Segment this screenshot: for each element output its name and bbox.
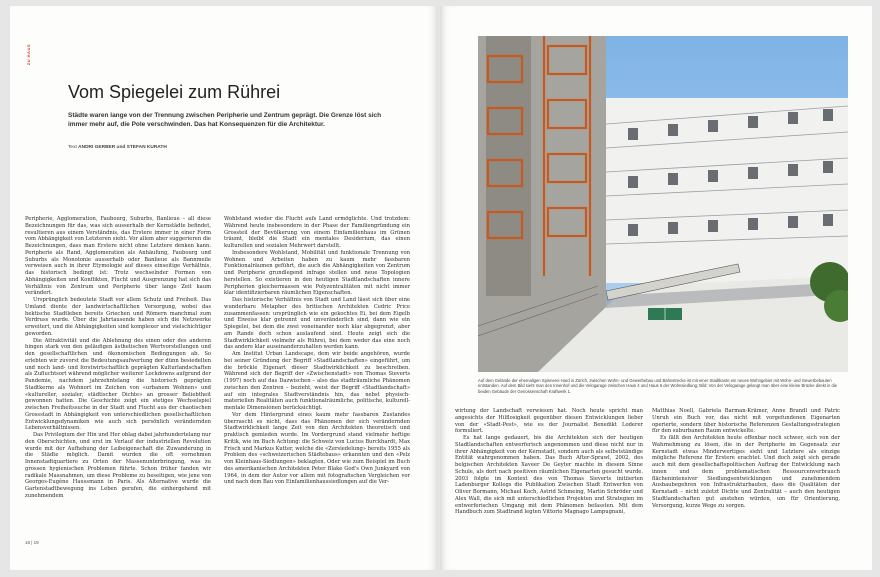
credit-prefix: Text bbox=[68, 145, 77, 150]
paragraph: Vor dem Hintergrund eines kaum mehr fassbaren Zustandes überrascht es nicht, dass das Phänomen der sich verändernden Stadtwirklichkeit lange Zeit von den Architekten theoretisch und praktisch gemieden wurde. Im Vordergrund stand vielmehr heftige Kritik, wie im Buch Achtung: die Schweiz von Lucius Burckhardt, Max Frisch und Markus Kutter, welche die «Zersiedelung» bereits 1955 als Problem des «schweizerischen Städtebaus» erkannten und den «Pelz von Kleinhaus-Siedlungen» beklagten. Oder wie zum Beispiel im Buch des amerikanischen Architekten Peter Blake God's Own Junkyard von 1964, in dem der Autor vor allem mit fotografischen Vergleichen vor und nach dem Bau von Einfamilienhaussiedlungen auf die Ver- bbox=[224, 411, 410, 486]
paragraph: Peripherie, Agglomeration, Faubourg, Suburbs, Banlieue – all diese Bezeichnungen für das, was sich ausserhalb der Kernstädte befindet, resultieren aus einem Verständnis, das Erstere immer in einer Form vom Abhängigkeit von Letzteren sieht. Vor allem aber suggerieren die Bezeichnungen, dass man Erstere nicht ohne Letztere denken kann. Peripherie als Rand, Agglomeration als Anhäufung, Faubourg und Suburbs als Monotonie ausserhalb oder Banlieue als Bannmeile verweisen auch in ihrer Etymologie auf dieses einseitige Verhältnis, das historisch bedingt ist: Trotz wechselnder Formen von Abhängigkeiten und Konflikten, Flucht und Ausgrenzung hat sich das Verhältnis von Zentrum und Peripherie über lange Zeit kaum verändert. bbox=[25, 216, 211, 297]
section-rubric: ZU HAUS bbox=[26, 44, 31, 66]
left-page bbox=[10, 6, 438, 570]
building-illustration bbox=[478, 36, 848, 372]
paragraph: Das Privilegium der Hin und Her oblag dabei jahrhundertelang nur den Oberschichten, und erst im Verlauf der industriellen Revolution wurde mit der Aufhebung der Leibeigenschaft die Zuwanderung in die Städte möglich. Damit wurden die oft vornehmen Innenstadtquartiere zu Orten der Massenunterbringung, was zu grossen hygienischen Problemen führte. Schon früher fanden wir radikale Massnahmen, um diese Probleme zu beseitigen, wie jene von Georges-Eugène Haussmann in Paris. Als Alternative wurde die Gartenstadtbewegung ins Leben gerufen, die einhergehend mit zunehmendem bbox=[25, 432, 211, 499]
paragraph: Wohlstand wieder die Flucht aufs Land ermöglichte. Und trotzdem: Während heute insbesondere in der Phase der Familiengründung ein Grossteil der Bevölkerung von einem Einfamilienhaus im Grünen träumt, bleibt die Stadt ein mentales Desiderium, das einen kulturellen und sozialen Mehrwert darstellt. bbox=[224, 216, 410, 249]
paragraph: Die Attraktivität und die Ablehnung des einen oder des anderen hingen stark von den geläufigen ästhetischen Wertvorstellungen und den gesellschaftlichen und ökonomischen Bedingungen ab. So erlebten wir zuvorst die Bedeutungsaufwertung der dünn besiedelten und noch land- und forstwirtschaftlich geprägten Kulturlandschaften als Zufluchtsort während möglicher weiterer Lockdowns aufgrund der Pandemie, nachdem jahrzehntelang die historisch geprägten Stadtkerne als Wohnort im Zeichen von «urbanem Wohnen» und «kultureller, sozialer, städtischer Dichte» an grosser Beliebtheit gewonnen hatten. Die Geschichte zeigt ein stetiges Wechselspiel zwischen Freiheitssuche in der Stadt und Flucht aus der chaotischen Grossstadt in Abhängigkeit von unterschiedlichen gesellschaftlichen Entwicklungsdynamiken wie auch sich persönlich verändernden Lebensverhältnissen. bbox=[25, 337, 211, 432]
article-headline: Vom Spiegelei zum Rührei bbox=[68, 82, 281, 102]
paragraph: Das historische Verhältnis von Stadt und Land lässt sich über eine wunderbare Metapher des britischen Architekten Cedric Price zusammenfassen: ursprünglich wie ein gekochtes Ei, bei dem Eigelb und Eiweiss klar getrennt und unveränderlich sind, dann wie ein Spiegelei, bei dem die zwei voneinander noch klar abgegrenzt, aber am Rande doch schon auslaufend sind. Heute zeigt sich die Stadtwirklichkeit vielmehr als Rührei, bei dem weder das eine noch das andere klar auseinanderzuhalten werden kann. bbox=[224, 297, 410, 351]
paragraph: Am Institut Urban Landscape, dem wir beide angehören, wurde bei seiner Gründung der Begriff «Stadtlandschaften» eingeführt, um die bröckle Eigenart dieser Stadtwirklichkeit zu beschreiben. Während sich der Begriff der «Zwischenstadt» von Thomas Sieverts (1997) noch auf das Dazwischen – also das stadträumliche Phänomen zwischen den Zentren – bezieht, weist der Begriff «Stadtlandschaft» auf ein integrales Stadtverständnis hin, das nebst physisch-materiellen Realitäten auch funktionalräumliche, politische, kulturell-mentale Dimensionen berücksichtigt. bbox=[224, 351, 410, 411]
paragraph: Es hat lange gedauert, bis die Architekten sich der heutigen Stadtlandschaften entwerferisch angenommen und diese nicht nur in ihrer Abhängigkeit von der Kernstadt, sondern auch als selbstständige Entität wahrgenommen haben. Das Buch After-Sprawl, 2002, des belgischen Architekten Xaveer De Geyter machte in diesem Sinne Schule, als dort nach positiven räumlichen Eigenarten gesucht wurde. 2003 folgte im Kontext des von Thomas Sieverts initiierten Ladenburger Kollegs die Publikation Zwischen Stadt Entwerfen von Oliver Bormann, Michael Koch, Astrid Schmeing, Martin Schröder und Alex Wall, die sich mit unterschiedlichen Projekten und Strategien im entwerferischen Umgang mit dem Phänomen befassten. Mit dem Handbuch zum Stadtrand legten Vittorio Magnago Lampugnani, bbox=[455, 435, 643, 516]
paragraph: Matthias Noell, Gabriela Barman-Krämer, Anne Brandl und Patric Unruh ein Buch vor, das nicht mit vorgefundenen Eigenarten operierte, sondern über historische Referenzen Gestaltungsstrategien für den suburbanen Raum entwickelte. bbox=[652, 408, 840, 435]
paragraph: Es fällt den Architekten heute offenbar noch schwer, sich von der Wahrnehmung zu lösen, die in der Peripherie im Gegensatz zur Kernstadt etwas Minderwertiges sieht und Letztere als einzige mögliche Referenz für Erstere erachtet. Und doch zeigt sich gerade auch mit dem gesellschaftspolitischen Auftrag der Entwicklung nach innen und dem problematischen Ressourcenverbrauch flächenintensiver Siedlungsentwicklungen und zunehmendem Ausbaubegehren von Infrastrukturbauten, dass die Qualitäten der Kernstadt – nicht zuletzt Dichte und Zentralität – auch den heutigen Stadtlandschaften gut anstehen würden, um für Orientierung, Versorgung, kurze Wege zu sorgen. bbox=[652, 435, 840, 509]
paragraph: Insbesondere Wohlstand, Mobilität und funktionale Trennung von Wohnen und Arbeiten haben zu kaum mehr fassbaren Funktionalräumen geführt, die auch die Abhängigkeiten von Zentrum und Peripherie grundlegend infrage stellen und neue Topologien herstellen. So existieren in den heutigen Stadtlandschaften innere Peripherien gleichermassen wie Polyzentralitäten mit nicht immer klar identifizierbaren räumlichen Eigenschaften. bbox=[224, 249, 410, 297]
body-column-2 bbox=[224, 216, 410, 486]
author-credit bbox=[68, 145, 167, 150]
article-lead: Städte waren lange von der Trennung zwischen Peripherie und Zentrum geprägt. Die Grenze löst sich immer mehr auf, die Pole verschwinden. Das hat Konsequenzen für die Architektur. bbox=[68, 112, 382, 128]
right-page bbox=[440, 6, 872, 570]
body-column-3 bbox=[455, 408, 643, 516]
building-photo bbox=[478, 36, 848, 372]
paragraph: wirtung der Landschaft verwiesen hat. Noch heute spricht man angesichts der Hilflosigkeit gegenüber diesen Entwicklungen lieber von der «Stadt-Pest», wie es der Journalist Benedikt Loderer formuliert. bbox=[455, 408, 643, 435]
page-number: 18 | 19 bbox=[25, 540, 39, 545]
body-column-4 bbox=[652, 408, 840, 509]
paragraph: Ursprünglich bedeutete Stadt vor allem Schutz und Freiheit. Das Umland diente der landwirtschaftlichen Versorgung, wobei das hektische Stadtleben bereits Griechen und Römern manchmal zum Verdruss wurde. Über die Jahrtausende haben sich die Netzwerke erweitert, und die Abhängigkeiten sind komplexer und vielschichtiger geworden. bbox=[25, 297, 211, 337]
photo-caption: Auf dem Gelände der ehemaligen Spinnerei Hard in Zürich, zwischen Wohn- und Gewerbebau und Bahnstrecke ist mit einer Stadtkante ein neues Wohngebiet mit Wohn- und Gewerbebauten entstanden. Auf dem Bild sieht man den Innenhof und die Velogarage zwischen Haus 4 und Haus 6 der Wohnsiedlung; Bild: Von der Velogarage gelangt man über eine kleine Brücke direkt in die beiden Gebäude der Genossenschaft Kraftwerk 1. bbox=[478, 378, 838, 394]
body-column-1 bbox=[25, 216, 211, 500]
credit-names: ANDRI GERBER und STEFAN KURATH bbox=[78, 145, 167, 150]
